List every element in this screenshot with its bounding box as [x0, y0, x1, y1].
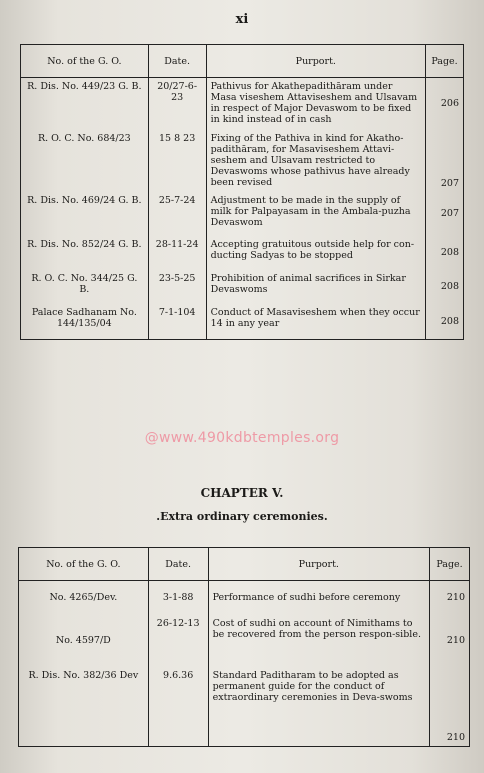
go-number: R. Dis. No. 382/36 Dev	[19, 667, 149, 747]
header-page: Page.	[426, 45, 464, 78]
go-number: No. 4597/D	[19, 615, 149, 667]
chapter-title: CHAPTER V.	[200, 486, 284, 500]
header-purport: Purport.	[206, 45, 425, 78]
header-no: No. of the G. O.	[19, 548, 149, 581]
header-date: Date.	[148, 45, 206, 78]
go-page: 208	[426, 304, 464, 340]
table-row	[21, 304, 464, 340]
go-table-1	[20, 44, 464, 340]
go-date: 28-11-24	[148, 236, 206, 270]
go-number: R. Dis. No. 852/24 G. B.	[21, 236, 149, 270]
watermark: @www.490kdbtemples.org	[144, 430, 340, 446]
header-no: No. of the G. O.	[21, 45, 149, 78]
go-number: R. O. C. No. 344/25 G. B.	[21, 270, 149, 304]
go-page: 207	[426, 192, 464, 236]
go-purport: Pathivus for Akathepadithāram under Masa viseshem Attaviseshem and Ulsavam in respect of Major Devaswom to be fixed in kind instead of in cash	[206, 78, 425, 130]
go-page: 208	[426, 236, 464, 270]
go-number: R. Dis. No. 449/23 G. B.	[21, 78, 149, 130]
go-date: 23-5-25	[148, 270, 206, 304]
go-page: 210	[429, 615, 469, 667]
go-date: 25-7-24	[148, 192, 206, 236]
go-page: 207	[426, 130, 464, 192]
go-number: R. Dis. No. 469/24 G. B.	[21, 192, 149, 236]
go-number: R. O. C. No. 684/23	[21, 130, 149, 192]
go-purport: Conduct of Masaviseshem when they occur 14 in any year	[206, 304, 425, 340]
go-date: 7-1-104	[148, 304, 206, 340]
go-purport: Adjustment to be made in the supply of milk for Palpayasam in the Ambala-puzha Devaswom	[206, 192, 425, 236]
go-date: 26-12-13	[148, 615, 208, 667]
table-row	[19, 615, 470, 667]
go-date: 15 8 23	[148, 130, 206, 192]
table-row	[19, 667, 470, 747]
header-date: Date.	[148, 548, 208, 581]
go-number: No. 4265/Dev.	[19, 581, 149, 615]
table-row	[21, 78, 464, 130]
go-purport: Performance of sudhi before ceremony	[208, 581, 429, 615]
table-row	[21, 192, 464, 236]
go-page: 206	[426, 78, 464, 130]
table-header	[21, 45, 464, 78]
go-purport: Cost of sudhi on account of Nimithams to be recovered from the person respon-sible.	[208, 615, 429, 667]
go-table-2	[18, 547, 470, 747]
go-page: 210	[429, 581, 469, 615]
table-row	[21, 270, 464, 304]
table-row	[21, 130, 464, 192]
go-purport: Accepting gratuitous outside help for con-ducting Sadyas to be stopped	[206, 236, 425, 270]
table-row	[21, 236, 464, 270]
page-number: xi	[235, 12, 249, 27]
go-purport: Prohibition of animal sacrifices in Sirkar Devaswoms	[206, 270, 425, 304]
go-purport: Fixing of the Pathiva in kind for Akatho-padithāram, for Masaviseshem Attavi-seshem and Ulsavam restricted to Devaswoms whose pathivus have already been revised	[206, 130, 425, 192]
go-date: 20/27-6-23	[148, 78, 206, 130]
go-page: 210	[429, 667, 469, 747]
table-row	[19, 581, 470, 615]
header-purport: Purport.	[208, 548, 429, 581]
go-number: Palace Sadhanam No. 144/135/04	[21, 304, 149, 340]
go-date: 3-1-88	[148, 581, 208, 615]
chapter-subtitle: .Extra ordinary ceremonies.	[156, 510, 328, 523]
go-purport: Standard Paditharam to be adopted as permanent guide for the conduct of extraordinary ceremonies in Deva-swoms	[208, 667, 429, 747]
header-page: Page.	[429, 548, 469, 581]
go-page: 208	[426, 270, 464, 304]
go-date: 9.6.36	[148, 667, 208, 747]
table-header	[19, 548, 470, 581]
